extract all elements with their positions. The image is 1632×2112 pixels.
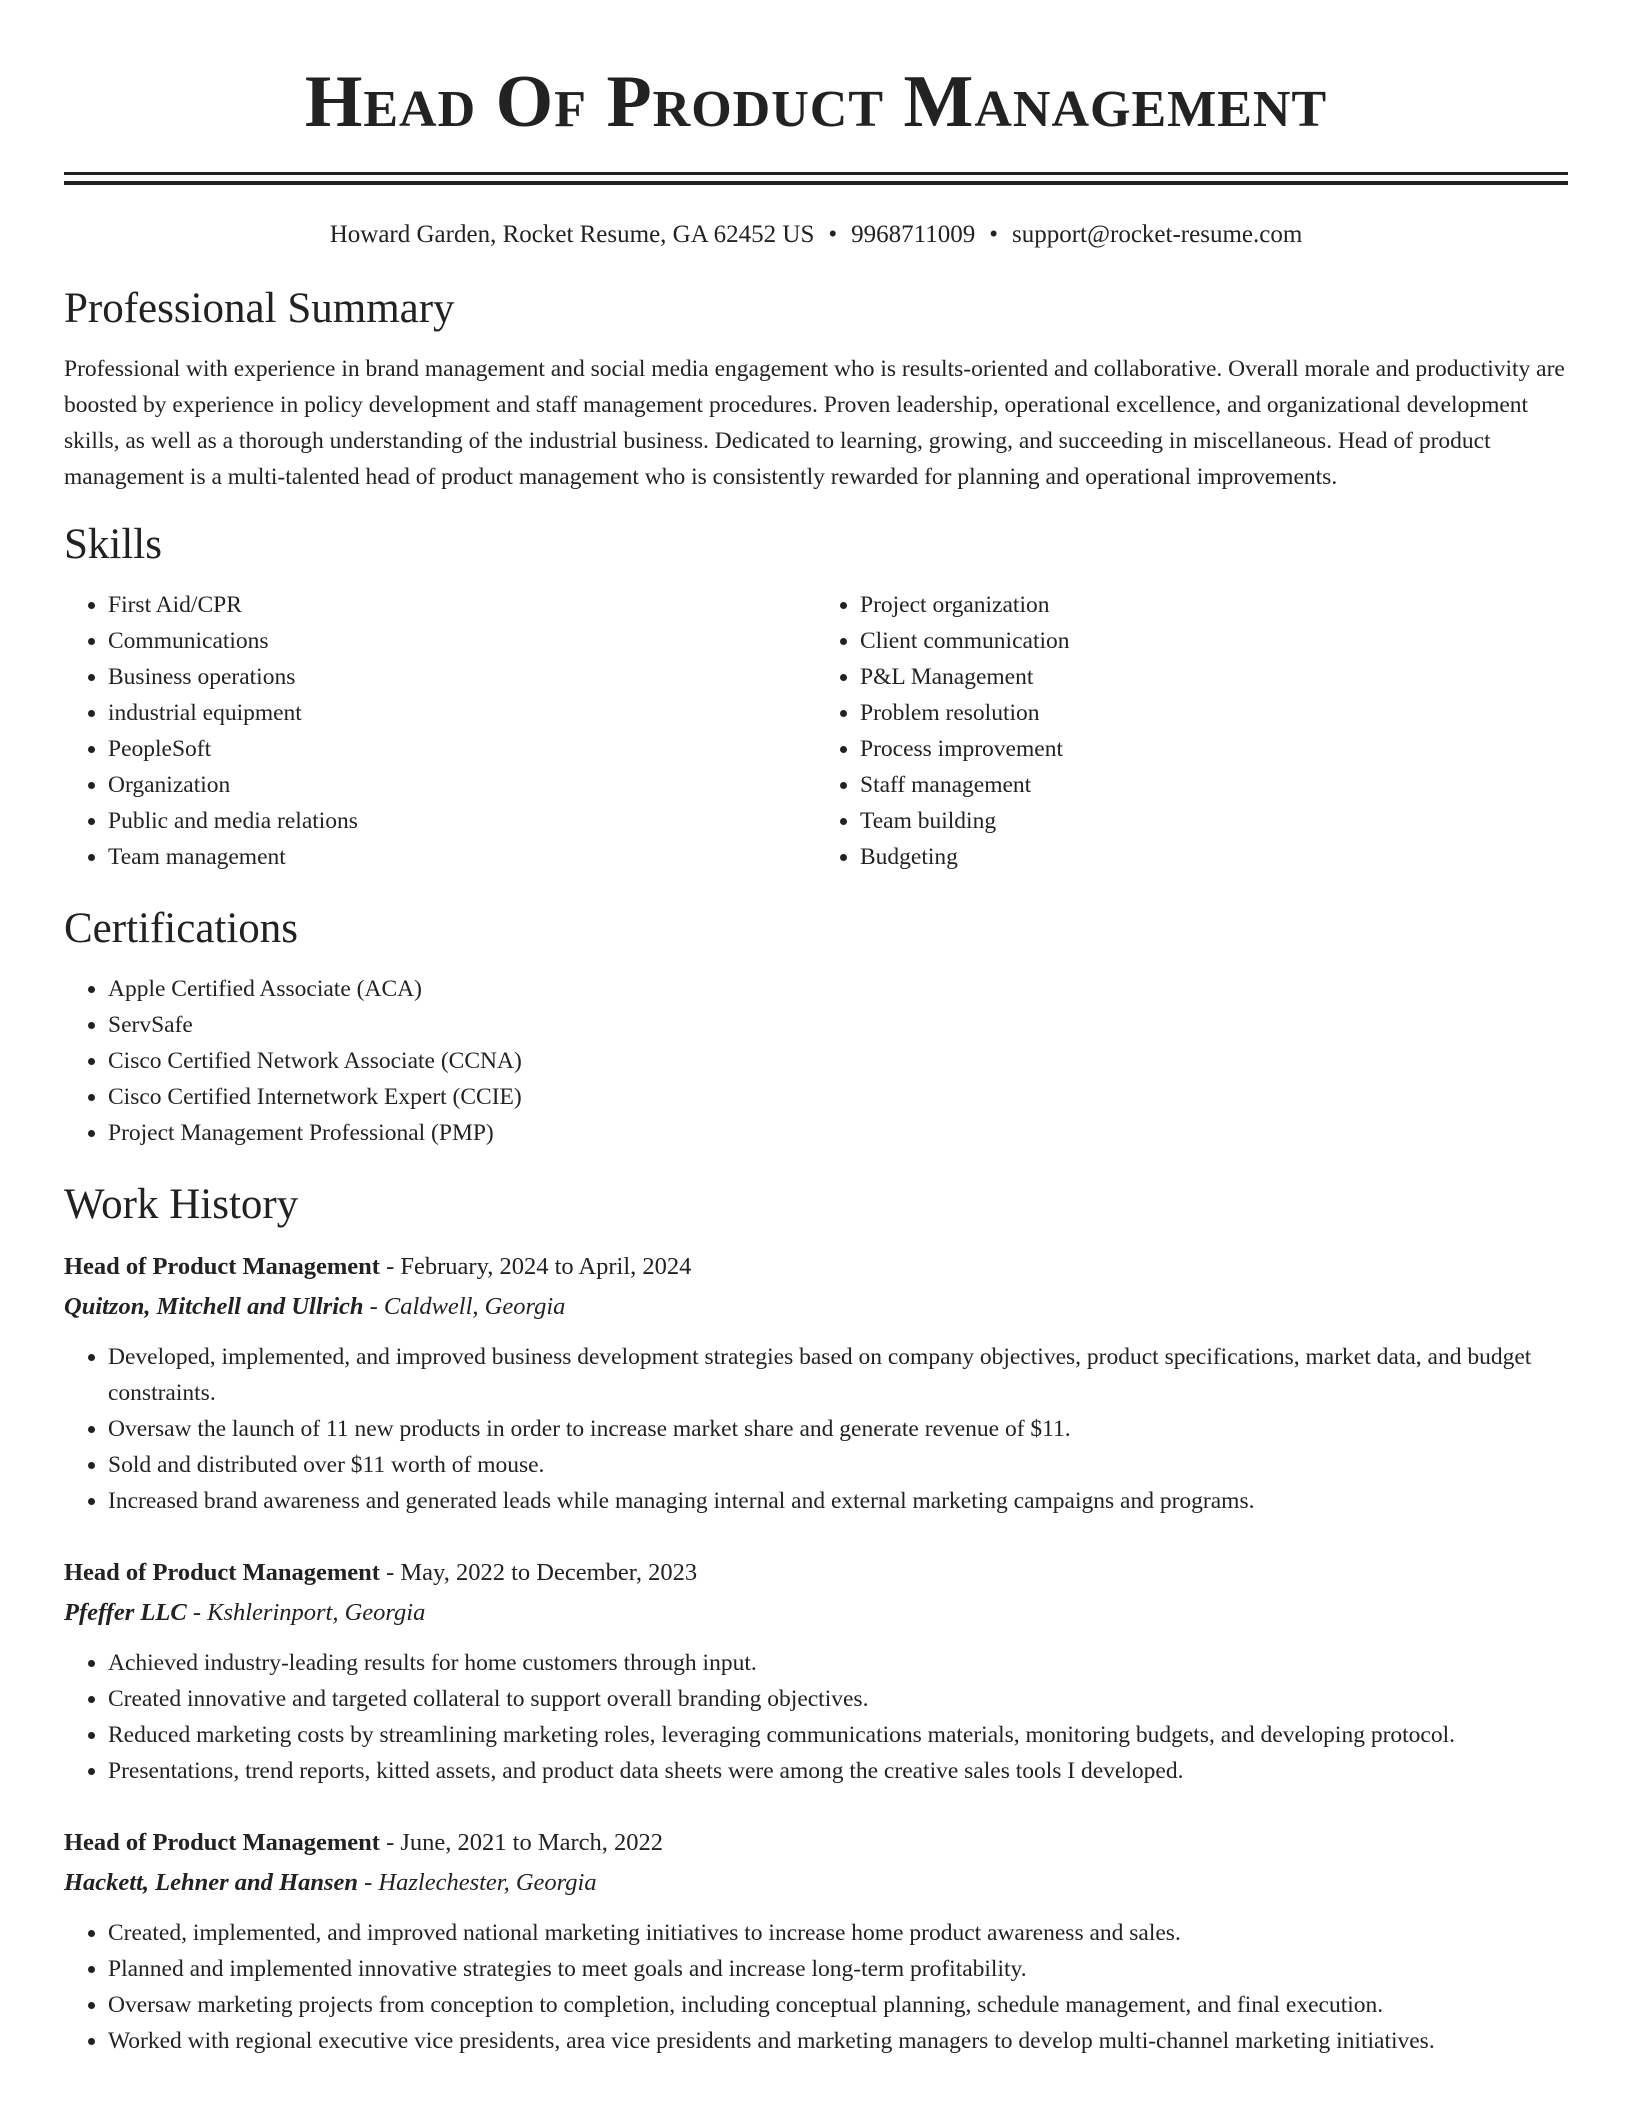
certification-item: • Cisco Certified Internetwork Expert (CCIE) — [108, 1079, 1568, 1115]
contact-separator: • — [989, 221, 998, 248]
certifications-list — [64, 971, 1568, 1151]
resume-title: Head Of Product Management — [304, 61, 1328, 143]
skill-item: • Team management — [108, 839, 816, 875]
job-bullets — [64, 1339, 1568, 1519]
job-bullet: • Increased brand awareness and generated leads while managing internal and external marketing campaigns and programs. — [108, 1483, 1568, 1519]
job-bullet: • Reduced marketing costs by streamlining marketing roles, leveraging communications materials, monitoring budgets, and developing protocol. — [108, 1717, 1568, 1753]
certification-item: • Apple Certified Associate (ACA) — [108, 971, 1568, 1007]
resume-page — [64, 0, 1568, 2059]
job-entry — [64, 1247, 1568, 1519]
skills-columns — [64, 587, 1568, 875]
skills-heading: Skills — [64, 521, 162, 568]
certification-item: • Cisco Certified Network Associate (CCNA) — [108, 1043, 1568, 1079]
job-bullets — [64, 1645, 1568, 1789]
job-company-line — [64, 1593, 1568, 1633]
job-company: Quitzon, Mitchell and Ullrich — [64, 1293, 364, 1320]
certification-item: • ServSafe — [108, 1007, 1568, 1043]
job-bullet: • Presentations, trend reports, kitted assets, and product data sheets were among the creative sales tools I developed. — [108, 1753, 1568, 1789]
summary-text: Professional with experience in brand management and social media engagement who is results-oriented and collaborative. Overall morale and productivity are boosted by experience in policy development and staff management procedures. Proven leadership, operational excellence, and organizational development skills, as well as a thorough understanding of the industrial business. Dedicated to learning, growing, and succeeding in miscellaneous. Head of product management is a multi-talented head of product management who is consistently rewarded for planning and operational improvements. — [64, 356, 1565, 490]
certifications-heading: Certifications — [64, 905, 299, 952]
contact-line — [64, 219, 1568, 251]
skill-item: • First Aid/CPR — [108, 587, 816, 623]
job-location: - Hazlechester, Georgia — [358, 1869, 597, 1896]
job-title: Head of Product Management — [64, 1253, 380, 1280]
job-bullet: • Developed, implemented, and improved business development strategies based on company objectives, product specifications, market data, and budget constraints. — [108, 1339, 1568, 1411]
job-title-line — [64, 1823, 1568, 1863]
job-title: Head of Product Management — [64, 1829, 380, 1856]
job-entry — [64, 1553, 1568, 1789]
job-bullet: • Oversaw the launch of 11 new products in order to increase market share and generate revenue of $11. — [108, 1411, 1568, 1447]
skill-item: • Budgeting — [860, 839, 1568, 875]
job-bullet: • Achieved industry-leading results for home customers through input. — [108, 1645, 1568, 1681]
skills-list-left — [64, 587, 816, 875]
contact-address: Howard Garden, Rocket Resume, GA 62452 US — [329, 221, 815, 248]
skill-item: • Project organization — [860, 587, 1568, 623]
skill-item: • Team building — [860, 803, 1568, 839]
skill-item: • Client communication — [860, 623, 1568, 659]
skill-item: • Staff management — [860, 767, 1568, 803]
skill-item: • Organization — [108, 767, 816, 803]
job-bullet: • Created innovative and targeted collateral to support overall branding objectives. — [108, 1681, 1568, 1717]
job-company: Hackett, Lehner and Hansen — [64, 1869, 359, 1896]
job-location: - Caldwell, Georgia — [363, 1293, 566, 1320]
job-bullet: • Worked with regional executive vice presidents, area vice presidents and marketing managers to develop multi-channel marketing initiatives. — [108, 2023, 1568, 2059]
job-company-line — [64, 1863, 1568, 1903]
job-company: Pfeffer LLC — [64, 1599, 187, 1626]
contact-email: support@rocket-resume.com — [1011, 221, 1303, 248]
summary-heading: Professional Summary — [64, 285, 455, 332]
skill-item: • PeopleSoft — [108, 731, 816, 767]
contact-phone: 9968711009 — [851, 221, 976, 248]
job-location: - Kshlerinport, Georgia — [186, 1599, 426, 1626]
skill-item: • Public and media relations — [108, 803, 816, 839]
job-bullet: • Sold and distributed over $11 worth of mouse. — [108, 1447, 1568, 1483]
job-dates: - May, 2022 to December, 2023 — [379, 1559, 698, 1586]
job-title-line — [64, 1553, 1568, 1593]
skill-item: • Communications — [108, 623, 816, 659]
skill-item: • P&L Management — [860, 659, 1568, 695]
job-bullet: • Planned and implemented innovative strategies to meet goals and increase long-term profitability. — [108, 1951, 1568, 1987]
job-dates: - February, 2024 to April, 2024 — [379, 1253, 692, 1280]
job-bullet: • Oversaw marketing projects from conception to completion, including conceptual planning, schedule management, and final execution. — [108, 1987, 1568, 2023]
title-divider-top — [64, 172, 1568, 175]
title-divider-bottom — [64, 181, 1568, 185]
certification-item: • Project Management Professional (PMP) — [108, 1115, 1568, 1151]
work-history-heading: Work History — [64, 1181, 299, 1228]
skills-list-right — [816, 587, 1568, 875]
job-title: Head of Product Management — [64, 1559, 380, 1586]
job-bullet: • Created, implemented, and improved national marketing initiatives to increase home product awareness and sales. — [108, 1915, 1568, 1951]
skill-item: • Business operations — [108, 659, 816, 695]
job-entry — [64, 1823, 1568, 2059]
skill-item: • Process improvement — [860, 731, 1568, 767]
job-company-line — [64, 1287, 1568, 1327]
skill-item: • industrial equipment — [108, 695, 816, 731]
skill-item: • Problem resolution — [860, 695, 1568, 731]
job-bullets — [64, 1915, 1568, 2059]
job-title-line — [64, 1247, 1568, 1287]
job-dates: - June, 2021 to March, 2022 — [379, 1829, 664, 1856]
contact-separator: • — [828, 221, 838, 248]
